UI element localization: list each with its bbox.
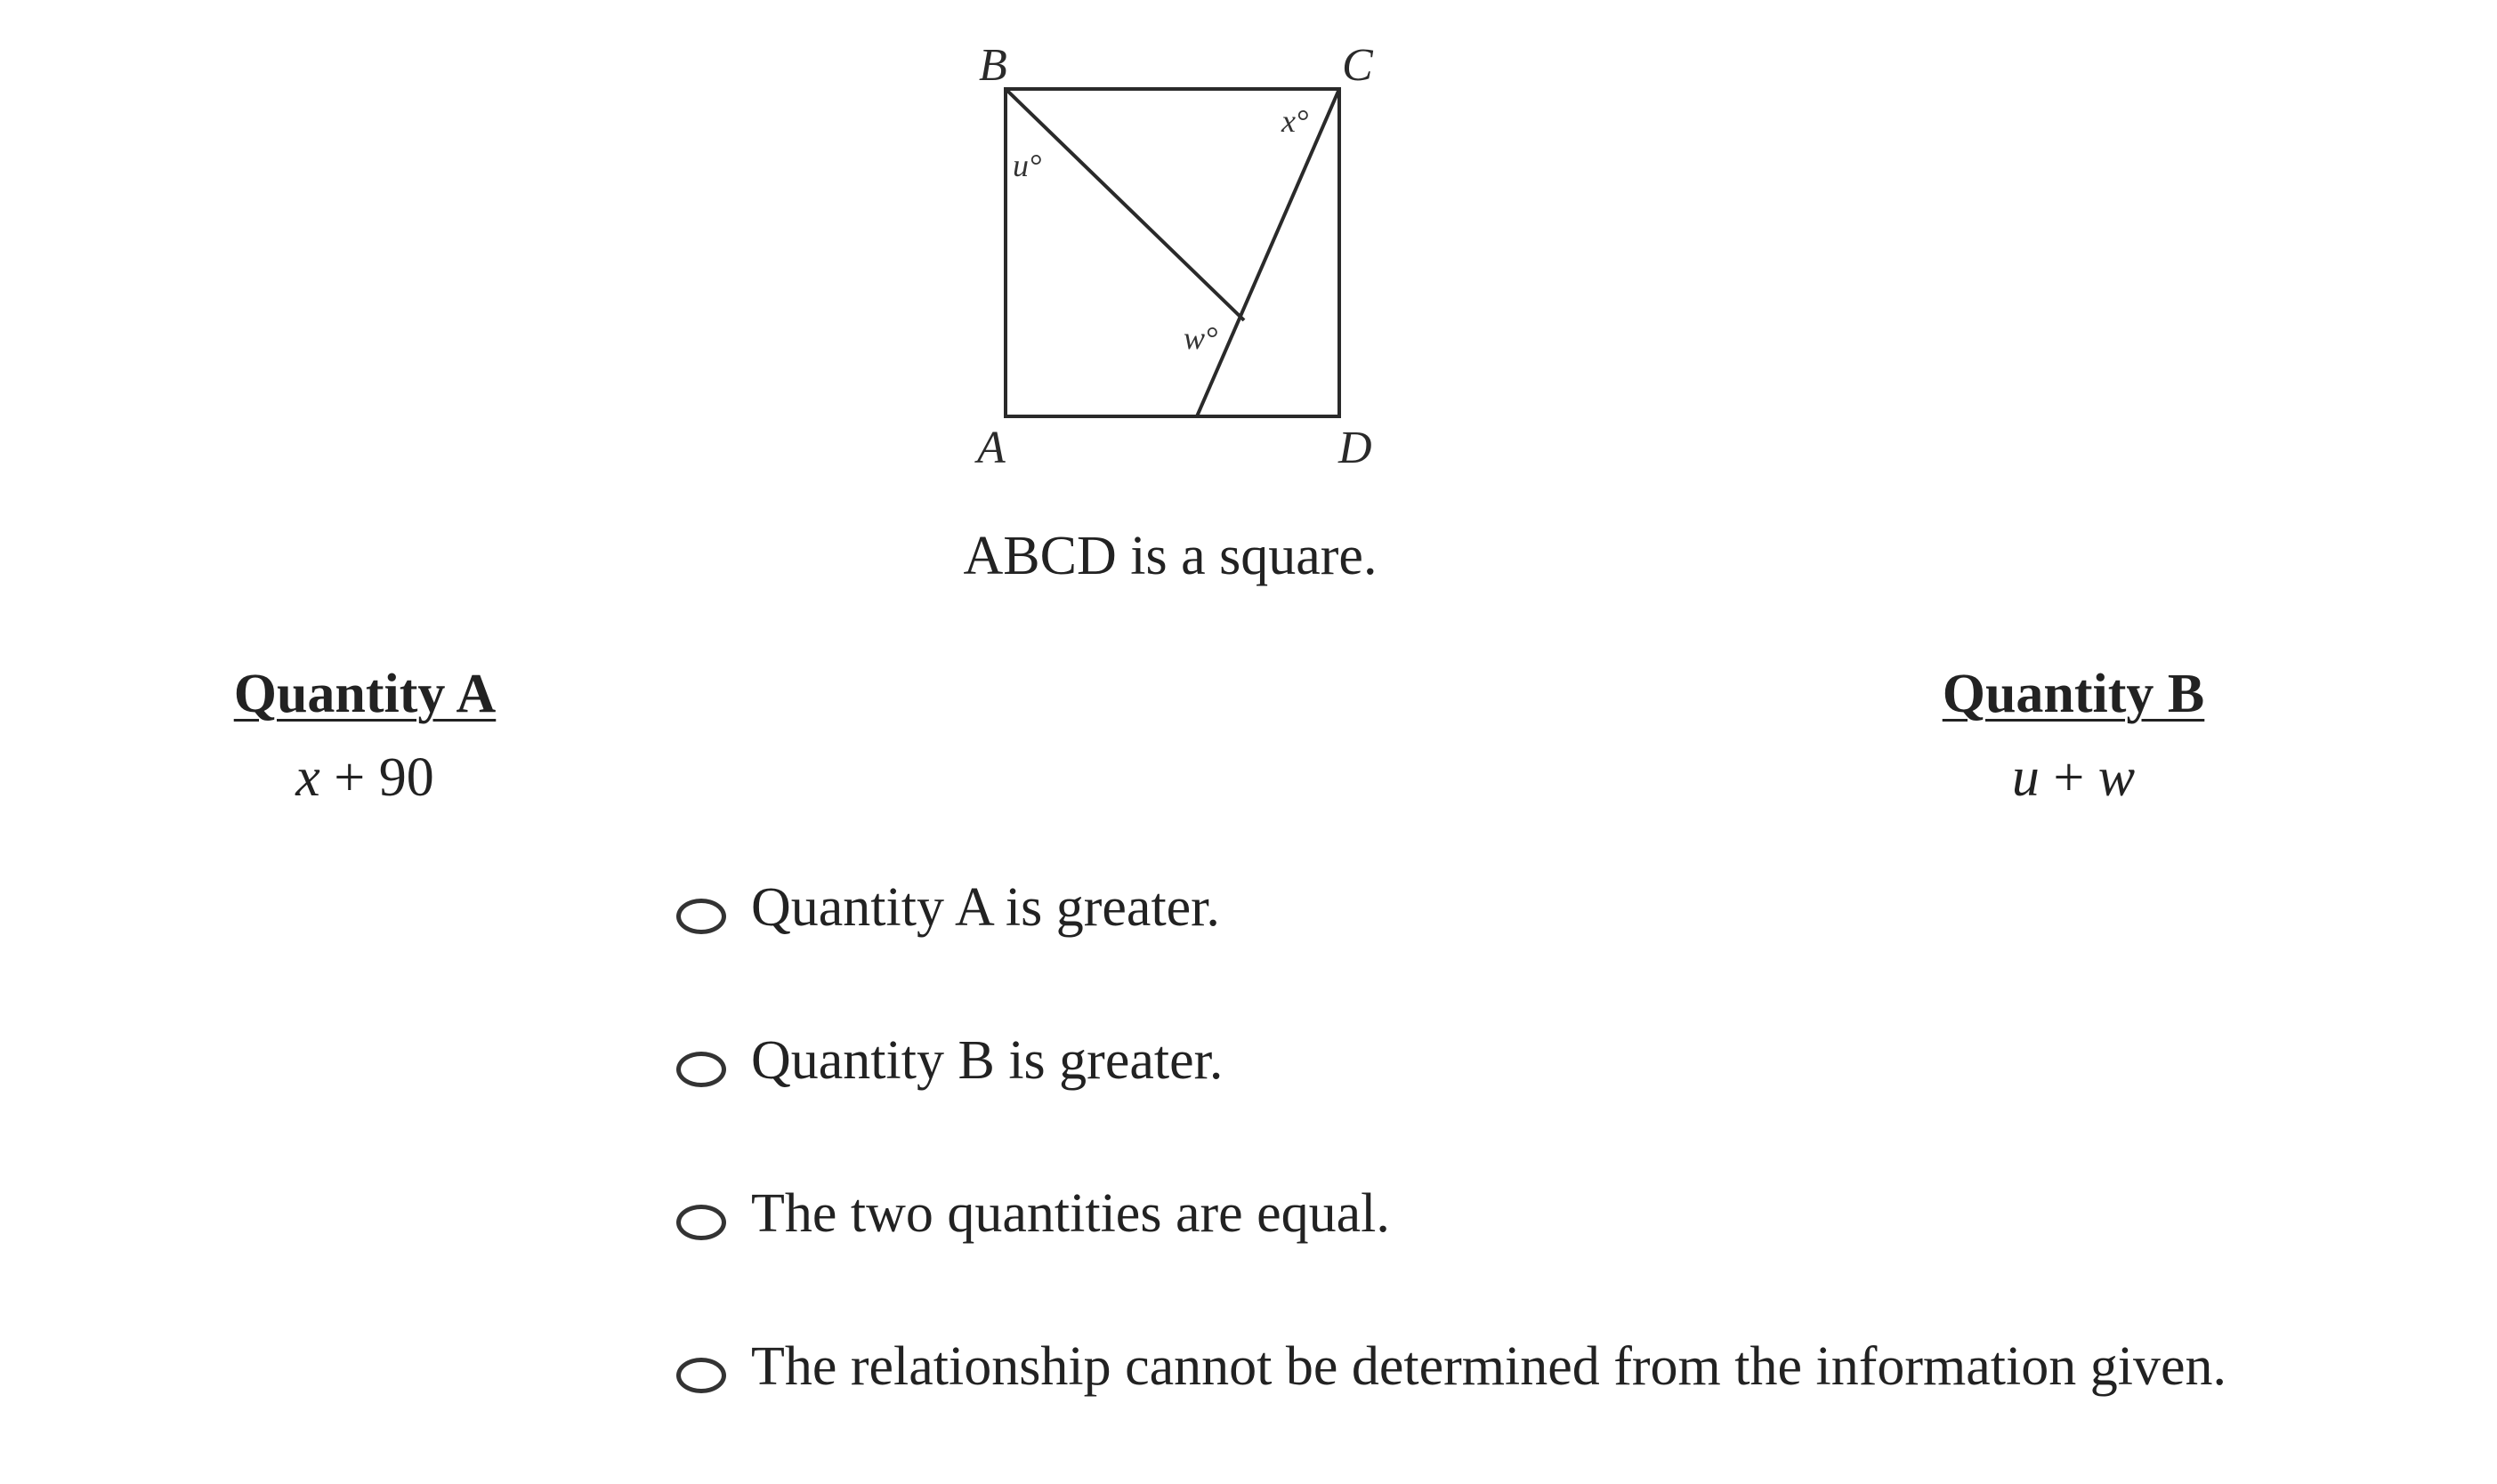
quantity-b-title: Quantity B (1942, 664, 2205, 724)
radio-button[interactable] (676, 899, 726, 934)
answer-choice-label[interactable]: The two quantities are equal. (751, 1183, 1390, 1244)
answer-choice-label[interactable]: Quantity A is greater. (751, 877, 1220, 938)
vertex-label-d: D (1338, 423, 1372, 473)
vertex-label-b: B (979, 40, 1007, 91)
quantity-a-constant: + 90 (319, 747, 434, 808)
segment-c-to-ad (1197, 89, 1339, 416)
figure-caption: ABCD is a square. (963, 526, 1378, 586)
answer-choice-label[interactable]: The relationship cannot be determined from the information given. (751, 1336, 2226, 1397)
angle-label-x: x° (1281, 103, 1309, 139)
answer-choice-label[interactable]: Quantity B is greater. (751, 1030, 1224, 1091)
quantity-a-variable: x (295, 747, 320, 808)
radio-button[interactable] (676, 1052, 726, 1087)
vertex-label-a: A (977, 423, 1006, 473)
angle-label-u: u° (1013, 148, 1042, 183)
quantity-b-operator: + (2039, 747, 2098, 808)
radio-button[interactable] (676, 1205, 726, 1240)
quantity-a-expression (98, 742, 632, 813)
angle-label-w: w° (1184, 320, 1218, 356)
quantity-b-variable-u: u (2011, 747, 2040, 808)
square-diagram (890, 27, 1442, 489)
segment-b-to-interior (1006, 89, 1244, 320)
quantity-a-title: Quantity A (233, 664, 497, 724)
quantity-b-column (1806, 658, 2340, 813)
vertex-label-c: C (1342, 40, 1373, 91)
quantity-a-column (98, 658, 632, 813)
square-diagram-svg (890, 27, 1442, 489)
radio-button[interactable] (676, 1358, 726, 1393)
quantity-b-expression (1806, 742, 2340, 813)
quantity-b-variable-w: w (2097, 747, 2136, 808)
